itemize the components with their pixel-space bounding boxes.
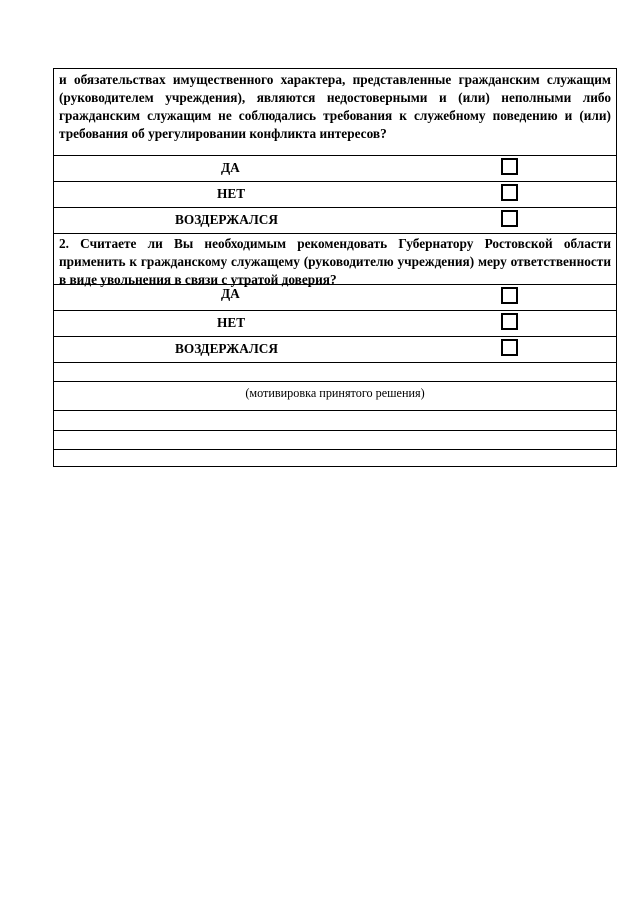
q2-option-abstain — [54, 337, 616, 363]
q1-no-checkbox[interactable] — [501, 184, 518, 201]
q2-no-checkbox[interactable] — [501, 313, 518, 330]
motivation-line-3[interactable] — [54, 431, 616, 450]
q1-option-abstain — [54, 208, 616, 234]
motivation-line-1[interactable] — [54, 363, 616, 382]
q2-option-yes-label: ДА — [221, 286, 240, 301]
q2-option-abstain-label: ВОЗДЕРЖАЛСЯ — [175, 341, 278, 356]
q1-abstain-checkbox[interactable] — [501, 210, 518, 227]
q1-option-yes-label: ДА — [221, 160, 240, 175]
voting-form-table — [53, 68, 617, 467]
motivation-line-4[interactable] — [54, 450, 616, 466]
q1-option-abstain-label: ВОЗДЕРЖАЛСЯ — [175, 212, 278, 227]
q1-option-no-label: НЕТ — [217, 186, 246, 201]
q2-option-yes — [54, 285, 616, 311]
q2-option-no-label: НЕТ — [217, 315, 246, 330]
q2-option-no — [54, 311, 616, 337]
q2-abstain-checkbox[interactable] — [501, 339, 518, 356]
q1-option-no — [54, 182, 616, 208]
q1-option-yes — [54, 156, 616, 182]
q2-yes-checkbox[interactable] — [501, 287, 518, 304]
motivation-caption: (мотивировка принятого решения) — [54, 382, 616, 411]
question-1-text: и обязательствах имущественного характера, представленные гражданским служащим (руководителем учреждения), являются недостоверными и (или) неполными либо гражданским служащим не соблюдались требования к служебному поведению и (или) требования об урегулировании конфликта интересов? — [54, 69, 616, 156]
motivation-line-2[interactable] — [54, 411, 616, 431]
q1-yes-checkbox[interactable] — [501, 158, 518, 175]
question-2-text: 2. Считаете ли Вы необходимым рекомендовать Губернатору Ростовской области применить к гражданскому служащему (руководителю учреждения) меру ответственности в виде увольнения в связи с утратой доверия? — [54, 234, 616, 285]
